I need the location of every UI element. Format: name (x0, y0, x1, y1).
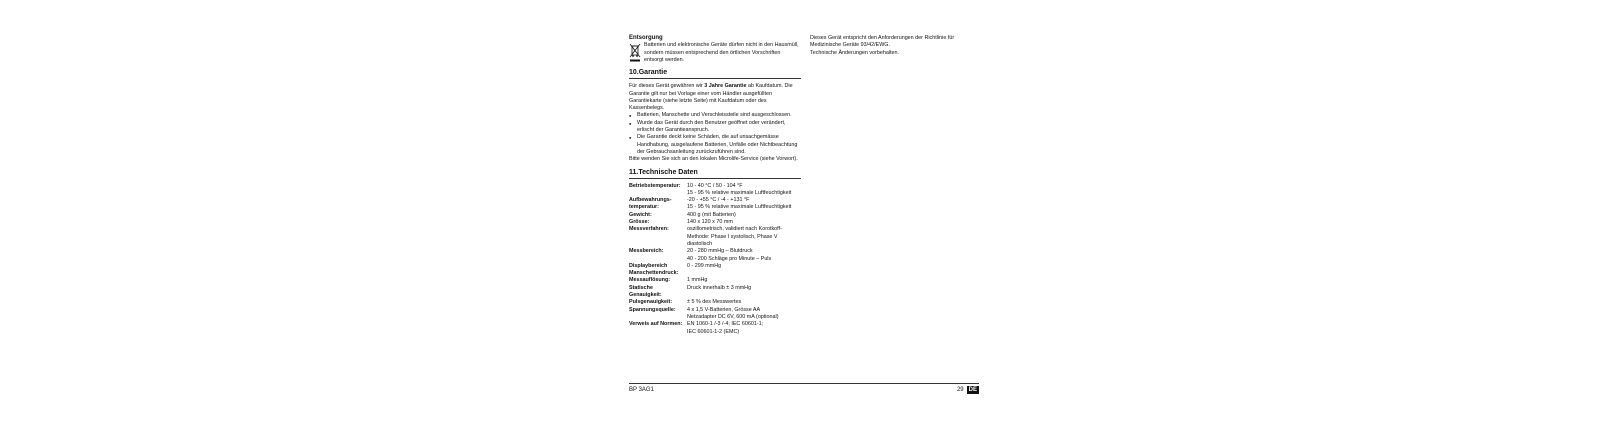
spec-label: Messverfahren: (629, 226, 669, 233)
left-column (629, 35, 801, 336)
warranty-heading: 10.Garantie (629, 68, 801, 79)
spec-row (629, 299, 801, 306)
spec-row (629, 212, 801, 219)
disposal-text: Batterien und elektronische Geräte dürfen nicht in den Hausmüll, sondern müssen entsprechend den örtlichen Vorschriften entsorgt werden. (644, 42, 799, 63)
spec-value-line: 1 mmHg (687, 277, 708, 284)
warranty-closing: Bitte wenden Sie sich an den lokalen Microlife-Service (siehe Vorwort). (629, 156, 798, 163)
spec-label: Pulsgenauigkeit: (629, 299, 673, 306)
spec-value (687, 321, 801, 336)
spec-value-line: 15 - 95 % relative maximale Luftfeuchtigkeit (687, 189, 792, 196)
disposal-section (629, 35, 801, 64)
spec-row (629, 248, 801, 263)
warranty-intro-bold: 3 Jahre Garantie (704, 83, 747, 90)
spec-value-line: EN 1060-1 /-3 /-4; IEC 60601-1; (687, 321, 764, 328)
spec-value (687, 248, 801, 263)
page-indicator (957, 385, 979, 395)
spec-label: Verweis auf Normen: (629, 321, 683, 328)
spec-value (687, 197, 801, 212)
spec-label: Spannungsquelle: (629, 306, 676, 313)
spec-value-line: ± 5 % des Messwertes (687, 299, 742, 306)
spec-value (687, 307, 801, 322)
model-name: BP 3AG1 (629, 387, 654, 393)
spec-value (687, 212, 801, 219)
spec-row (629, 219, 801, 226)
compliance-text: Dieses Gerät entspricht den Anforderungen der Richtlinie für Medizinische Geräte 93/42/EWG. (810, 35, 955, 49)
page-footer (629, 383, 979, 394)
warranty-section (629, 83, 801, 163)
spec-value (687, 299, 801, 306)
spec-row (629, 263, 801, 278)
spec-row (629, 285, 801, 300)
spec-value-line: 0 - 299 mmHg (687, 262, 722, 269)
language-badge: DE (968, 387, 977, 393)
warranty-bullet: ● Batterien, Manschette und Verschleissteile sind ausgeschlossen. (629, 112, 801, 119)
spec-row (629, 183, 801, 198)
warranty-bullet-list (629, 112, 801, 156)
spec-row (629, 197, 801, 212)
spec-value-line: 40 - 200 Schläge pro Minute – Puls (687, 255, 772, 262)
spec-value-line: 20 - 280 mmHg – Blutdruck (687, 248, 753, 255)
spec-value-line: IEC 60601-1-2 (EMC) (687, 328, 740, 335)
spec-label: Grösse: (629, 219, 650, 226)
spec-value-line: 15 - 95 % relative maximale Luftfeuchtigkeit (687, 204, 792, 211)
spec-value (687, 226, 801, 248)
spec-label: Statische Genauigkeit: (629, 284, 662, 299)
spec-value (687, 277, 801, 284)
spec-row (629, 226, 801, 248)
spec-value-line: oszillometrisch, validiert nach Korotkoff-Methode: Phase I systolisch, Phase V diastolisch (687, 226, 782, 247)
spec-row (629, 307, 801, 322)
spec-value (687, 183, 801, 198)
page-number: 29 (956, 387, 964, 393)
crossed-bin-icon (629, 42, 644, 64)
spec-label: Gewicht: (629, 211, 652, 218)
technical-heading: 11.Technische Daten (629, 168, 801, 179)
spec-value-line: -20 - +55 °C / -4 - +131 °F (687, 197, 750, 204)
warranty-intro-suffix: ab Kaufdatum. Die Garantie gilt nur bei Vorlage einer vom Händler ausgefüllten Garantiekarte (siehe letzte Seite) mit Kaufdatum oder des Kassenbelegs. (629, 83, 793, 112)
spec-value (687, 263, 801, 278)
spec-value (687, 285, 801, 300)
spec-label: Messauflösung: (629, 277, 671, 284)
warranty-bullet: ● Die Garantie deckt keine Schäden, die auf unsachgemässe Handhabung, ausgelaufene Batterien, Unfälle oder Nichtbeachtung der Gebrauchsanleitung zurückzuführen sind. (629, 134, 801, 156)
spec-value-line: 140 x 120 x 70 mm (687, 219, 733, 226)
spec-value-line: 4 x 1,5 V-Batterien, Grösse AA (687, 306, 761, 313)
disposal-title: Entsorgung (629, 35, 663, 41)
warranty-intro-prefix: Für dieses Gerät gewähren wir (629, 83, 705, 90)
spec-label: Betriebstemperatur: (629, 182, 681, 189)
warranty-bullet: ● Wurde das Gerät durch den Benutzer geöffnet oder verändert, erlischt der Garantieanspruch. (629, 120, 801, 135)
spec-value-line: Druck innerhalb ± 3 mmHg (687, 284, 752, 291)
spec-row (629, 277, 801, 284)
spec-value (687, 219, 801, 226)
warranty-intro (629, 83, 801, 112)
spec-value-line: 10 - 40 °C / 50 - 104 °F (687, 182, 743, 189)
spec-value-line: Netzadapter DC 6V, 600 mA (optional) (687, 313, 779, 320)
spec-row (629, 321, 801, 336)
spec-label: Messbereich: (629, 248, 664, 255)
changes-note: Technische Änderungen vorbehalten. (810, 49, 900, 56)
spec-table (629, 183, 801, 336)
spec-label: Displaybereich Manschettendruck: (629, 262, 679, 277)
spec-label: Aufbewahrungs-temperatur: (629, 197, 672, 211)
right-column (810, 35, 985, 57)
spec-value-line: 400 g (mit Batterien) (687, 211, 736, 218)
